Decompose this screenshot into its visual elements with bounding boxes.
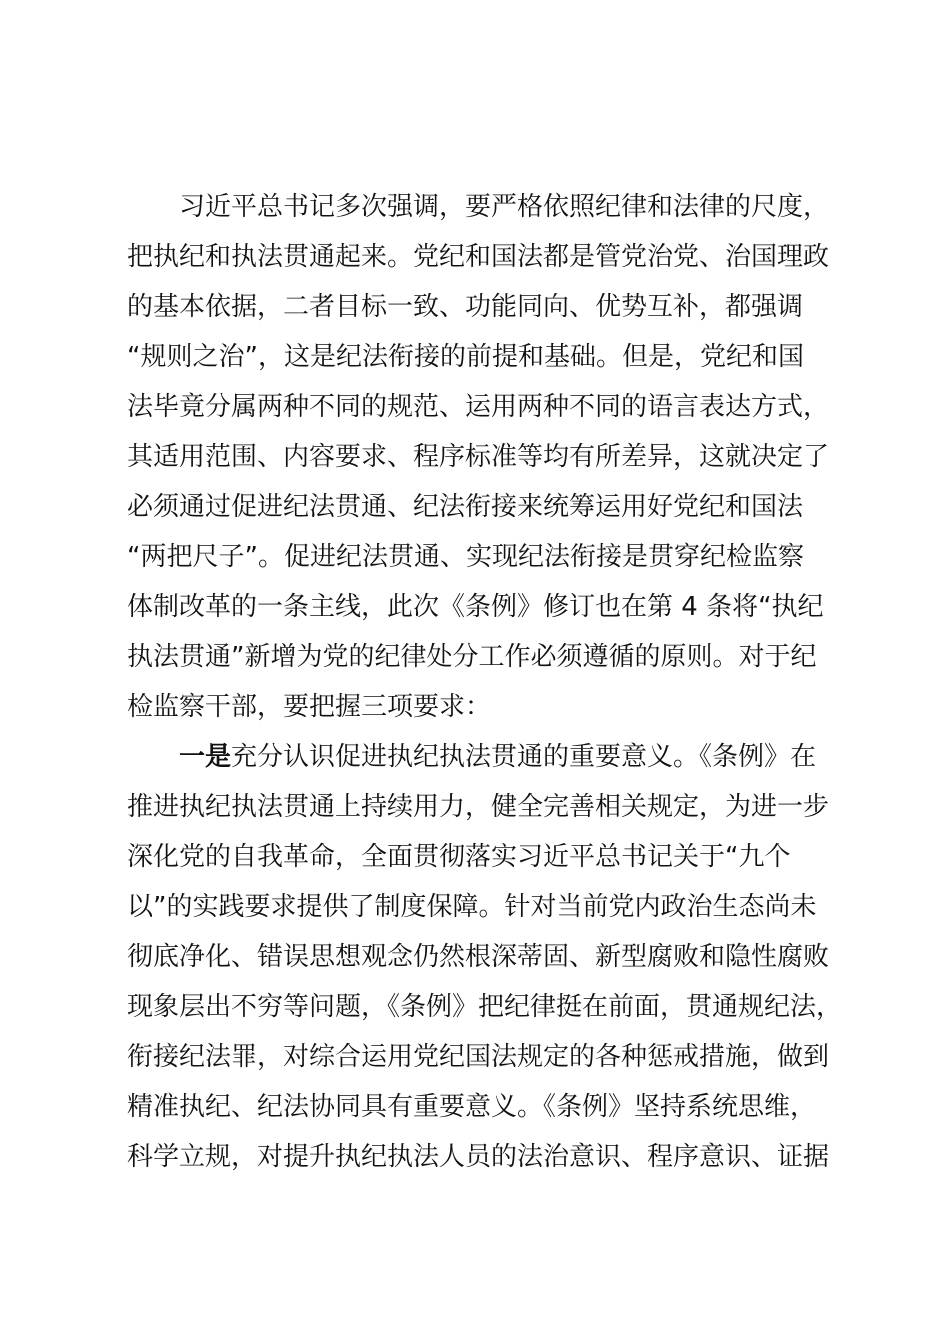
text-line: 衔接纪法罪，对综合运用党纪国法规定的各种惩戒措施，做到 xyxy=(127,1042,830,1072)
text-line: “两把尺子”。促进纪法贯通、实现纪法衔接是贯穿纪检监察 xyxy=(127,542,804,572)
text-line: 现象层出不穷等问题，《条例》把纪律挺在前面，贯通规纪法， xyxy=(127,992,843,1022)
text-line: “规则之治”，这是纪法衔接的前提和基础。但是，党纪和国 xyxy=(127,342,804,372)
text-line: 体制改革的一条主线，此次《条例》修订也在第 4 条将“执纪 xyxy=(127,592,824,622)
text-line: 科学立规，对提升执纪执法人员的法治意识、程序意识、证据 xyxy=(127,1142,830,1172)
text-line xyxy=(127,732,837,782)
text-line: 执法贯通”新增为党的纪律处分工作必须遵循的原则。对于纪 xyxy=(127,642,817,672)
text-line: 深化党的自我革命，全面贯彻落实习近平总书记关于“九个 xyxy=(127,842,791,872)
document-body xyxy=(127,182,843,1182)
text-line: 精准执纪、纪法协同具有重要意义。《条例》坚持系统思维， xyxy=(127,1092,817,1122)
point-lead-label: 一是 xyxy=(179,742,232,772)
text-line: 法毕竟分属两种不同的规范、运用两种不同的语言表达方式， xyxy=(127,392,830,422)
point-lead-text: 充分认识促进执纪执法贯通的重要意义。《条例》在 xyxy=(231,742,817,772)
text-line: 习近平总书记多次强调，要严格依照纪律和法律的尺度， xyxy=(179,192,830,222)
text-line: 把执纪和执法贯通起来。党纪和国法都是管党治党、治国理政 xyxy=(127,242,830,272)
text-line: 以”的实践要求提供了制度保障。针对当前党内政治生态尚未 xyxy=(127,892,817,922)
text-line: 其适用范围、内容要求、程序标准等均有所差异，这就决定了 xyxy=(127,442,830,472)
text-line: 推进执纪执法贯通上持续用力，健全完善相关规定，为进一步 xyxy=(127,792,830,822)
paragraph-intro xyxy=(127,182,837,732)
text-line: 必须通过促进纪法贯通、纪法衔接来统筹运用好党纪和国法 xyxy=(127,492,804,522)
text-line: 检监察干部，要把握三项要求： xyxy=(127,692,492,722)
text-line: 的基本依据，二者目标一致、功能同向、优势互补，都强调 xyxy=(127,292,804,322)
paragraph-point-one xyxy=(127,732,843,1182)
text-line: 彻底净化、错误思想观念仍然根深蒂固、新型腐败和隐性腐败 xyxy=(127,942,830,972)
